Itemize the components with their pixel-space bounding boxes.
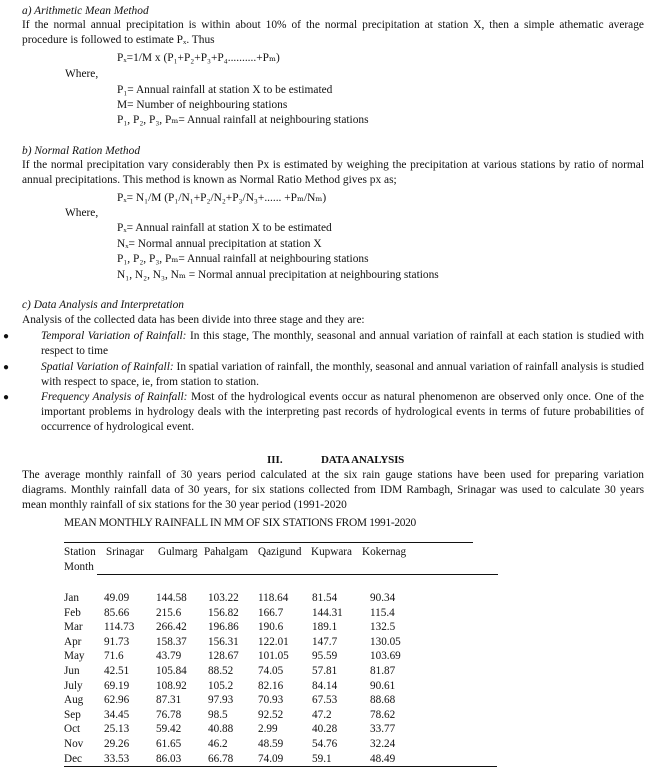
rainfall-value: 105.84 — [156, 665, 187, 677]
rainfall-value: 34.45 — [104, 708, 130, 721]
rainfall-value: 190.6 — [258, 621, 284, 634]
bullet-dot-icon: ● — [3, 392, 10, 403]
col-header: Srinagar — [106, 546, 144, 558]
rainfall-value: 54.76 — [312, 738, 338, 750]
rainfall-value: 66.78 — [208, 752, 234, 765]
rainfall-value: 40.88 — [208, 723, 234, 736]
section-a-paragraph: If the normal annual precipitation is within about 10% of the normal precipitation at station X, then a simple athematic average procedure is followed to estimate Pₓ. Thus — [22, 19, 644, 47]
rainfall-value: 90.34 — [370, 592, 396, 604]
section-a-where: Where, — [65, 68, 99, 80]
section-b-def-4: N₁, N₂, N₃, Nₘ = Normal annual precipitation at neighbouring stations — [117, 269, 439, 281]
rainfall-value: 103.22 — [208, 592, 239, 604]
rainfall-value: 88.68 — [370, 694, 396, 707]
rainfall-value: 88.52 — [208, 665, 234, 677]
month-label: Dec — [64, 752, 83, 765]
section-a-heading: a) Arithmetic Mean Method — [22, 5, 149, 17]
rainfall-value: 48.49 — [370, 752, 396, 765]
rainfall-value: 91.73 — [104, 635, 130, 648]
rainfall-value: 78.62 — [370, 708, 396, 721]
rainfall-value: 48.59 — [258, 738, 284, 750]
section-b-def-2: Nₓ= Normal annual precipitation at station X — [117, 238, 322, 250]
rainfall-value: 101.05 — [258, 650, 289, 663]
rainfall-value: 81.54 — [312, 592, 338, 604]
rainfall-value: 108.92 — [156, 679, 187, 692]
month-label: Nov — [64, 738, 84, 750]
rainfall-value: 147.7 — [312, 635, 338, 648]
rainfall-value: 84.14 — [312, 679, 338, 692]
rainfall-value: 87.31 — [156, 694, 182, 707]
month-label: Mar — [64, 621, 83, 634]
rainfall-value: 118.64 — [258, 592, 289, 604]
rainfall-value: 29.26 — [104, 738, 130, 750]
rainfall-value: 49.09 — [104, 592, 130, 604]
month-label: Aug — [64, 694, 84, 707]
section-a-formula: Pₓ=1/M x (P₁+P₂+P₃+P₄..........+Pₘ) — [117, 52, 280, 64]
section-b-formula: Pₓ= N₁/M (P₁/N₁+P₂/N₂+P₃/N₃+...... +Pₘ/Nₘ) — [117, 192, 327, 204]
rainfall-value: 59.42 — [156, 723, 182, 736]
rainfall-value: 74.05 — [258, 665, 284, 677]
rainfall-value: 81.87 — [370, 665, 396, 677]
rainfall-value: 114.73 — [104, 621, 135, 634]
rainfall-value: 2.99 — [258, 723, 278, 736]
section-a-def-3: P₁, P₂, P₃, Pₘ= Annual rainfall at neighbouring stations — [117, 114, 369, 126]
rainfall-value: 144.31 — [312, 606, 343, 619]
rainfall-value: 46.2 — [208, 738, 228, 750]
month-label: Oct — [64, 723, 81, 736]
section-3-number: III. — [267, 454, 283, 466]
col-header: Station — [64, 546, 96, 558]
col-header: Kupwara — [311, 546, 353, 558]
section-b-def-1: Pₓ= Annual rainfall at station X to be estimated — [117, 222, 332, 234]
rainfall-value: 156.82 — [208, 606, 239, 619]
month-label: Feb — [64, 606, 81, 619]
rainfall-value: 95.59 — [312, 650, 338, 663]
rainfall-value: 130.05 — [370, 635, 401, 648]
month-label: July — [64, 679, 83, 692]
rainfall-value: 215.6 — [156, 606, 182, 619]
col-header: Kokernag — [362, 546, 407, 558]
rainfall-value: 74.09 — [258, 752, 284, 765]
rainfall-value: 47.2 — [312, 708, 332, 721]
month-label: Jan — [64, 592, 79, 604]
col-header: Pahalgam — [204, 546, 249, 558]
rainfall-value: 196.86 — [208, 621, 239, 634]
rainfall-value: 33.53 — [104, 752, 130, 765]
rainfall-value: 59.1 — [312, 752, 332, 765]
section-c-intro: Analysis of the collected data has been divide into three stage and they are: — [22, 314, 365, 326]
col-header: Gulmarg — [158, 546, 198, 558]
rainfall-value: 92.52 — [258, 708, 284, 721]
month-label: Sep — [64, 708, 81, 721]
rainfall-value: 266.42 — [156, 621, 187, 634]
bullet-text: In this stage, The monthly, seasonal and annual variation of rainfall at each station is studied with respect to time — [41, 330, 645, 358]
rainfall-value: 105.2 — [208, 679, 234, 692]
section-b-def-3: P₁, P₂, P₃, Pₘ= Annual rainfall at neighbouring stations — [117, 253, 369, 265]
section-a-def-1: P₁= Annual rainfall at station X to be estimated — [117, 84, 333, 96]
bullet-label: Spatial Variation of Rainfall: — [41, 361, 174, 373]
bullet-text: In spatial variation of rainfall, the monthly, seasonal and annual variation of rainfall analysis is studied with respect to space, ie, from station to station. — [41, 361, 644, 389]
section-3-paragraph: The average monthly rainfall of 30 years period calculated at the six rain gauge stations have been used for preparing variation diagrams. Monthly rainfall data of 30 years, for six stations collected from IDM Rambagh, Srinagar was used to calculate 30 years mean monthly rainfall of six stations for the 30 year period (1991-2020 — [22, 469, 644, 512]
col-header: Qazigund — [258, 546, 302, 558]
month-label: Jun — [64, 665, 80, 677]
bullet-dot-icon: ● — [3, 331, 10, 342]
table-caption: MEAN MONTHLY RAINFALL IN MM OF SIX STATIONS FROM 1991-2020 — [64, 517, 416, 529]
rainfall-value: 98.5 — [208, 708, 228, 721]
section-b-heading: b) Normal Ration Method — [22, 145, 141, 157]
section-c-heading: c) Data Analysis and Interpretation — [22, 299, 184, 311]
rainfall-value: 76.78 — [156, 708, 182, 721]
rainfall-value: 132.5 — [370, 621, 396, 634]
rainfall-value: 25.13 — [104, 723, 130, 736]
table-header-rule — [97, 574, 498, 575]
rainfall-value: 86.03 — [156, 752, 182, 765]
section-3-title: DATA ANALYSIS — [321, 454, 405, 466]
bullet-label: Temporal Variation of Rainfall: — [41, 330, 187, 342]
rainfall-value: 128.67 — [208, 650, 239, 663]
rainfall-value: 115.4 — [370, 606, 395, 619]
rainfall-value: 40.28 — [312, 723, 338, 736]
rainfall-value: 166.7 — [258, 606, 284, 619]
rainfall-value: 61.65 — [156, 738, 182, 750]
rainfall-value: 189.1 — [312, 621, 338, 634]
rainfall-value: 85.66 — [104, 606, 130, 619]
section-a-def-2: M= Number of neighbouring stations — [117, 99, 288, 111]
rainfall-value: 144.58 — [156, 592, 187, 604]
rainfall-value: 90.61 — [370, 679, 396, 692]
table-bottom-rule — [64, 766, 497, 767]
month-label: May — [64, 650, 85, 663]
rainfall-value: 70.93 — [258, 694, 284, 707]
row-header-title: Month — [64, 561, 94, 573]
rainfall-value: 62.96 — [104, 694, 130, 707]
rainfall-value: 42.51 — [104, 665, 130, 677]
rainfall-value: 97.93 — [208, 694, 234, 707]
section-b-where: Where, — [65, 207, 99, 219]
rainfall-value: 71.6 — [104, 650, 124, 663]
rainfall-value: 33.77 — [370, 723, 396, 736]
rainfall-value: 156.31 — [208, 635, 239, 648]
month-label: Apr — [64, 635, 82, 648]
bullet-dot-icon: ● — [3, 362, 10, 373]
rainfall-value: 158.37 — [156, 635, 187, 648]
bullet-label: Frequency Analysis of Rainfall: — [41, 391, 188, 403]
rainfall-value: 67.53 — [312, 694, 338, 707]
rainfall-value: 32.24 — [370, 738, 396, 750]
rainfall-value: 103.69 — [370, 650, 401, 663]
rainfall-value: 122.01 — [258, 635, 289, 648]
section-b-paragraph: If the normal precipitation vary considerably then Px is estimated by weighing the precipitation at various stations by ratio of normal annual precipitations. This method is known as Normal Ratio Method gives px as; — [22, 159, 644, 187]
bullet-text: Most of the hydrological events occur as natural phenomenon are observed only once. One of the important problems in hydrology deals with the interpreting past records of hydrological events in terms of future probabilities of occurrence of hydrological event. — [41, 391, 644, 434]
rainfall-value: 69.19 — [104, 679, 130, 692]
rainfall-value: 57.81 — [312, 665, 338, 677]
rainfall-value: 43.79 — [156, 650, 182, 663]
rainfall-value: 82.16 — [258, 679, 284, 692]
